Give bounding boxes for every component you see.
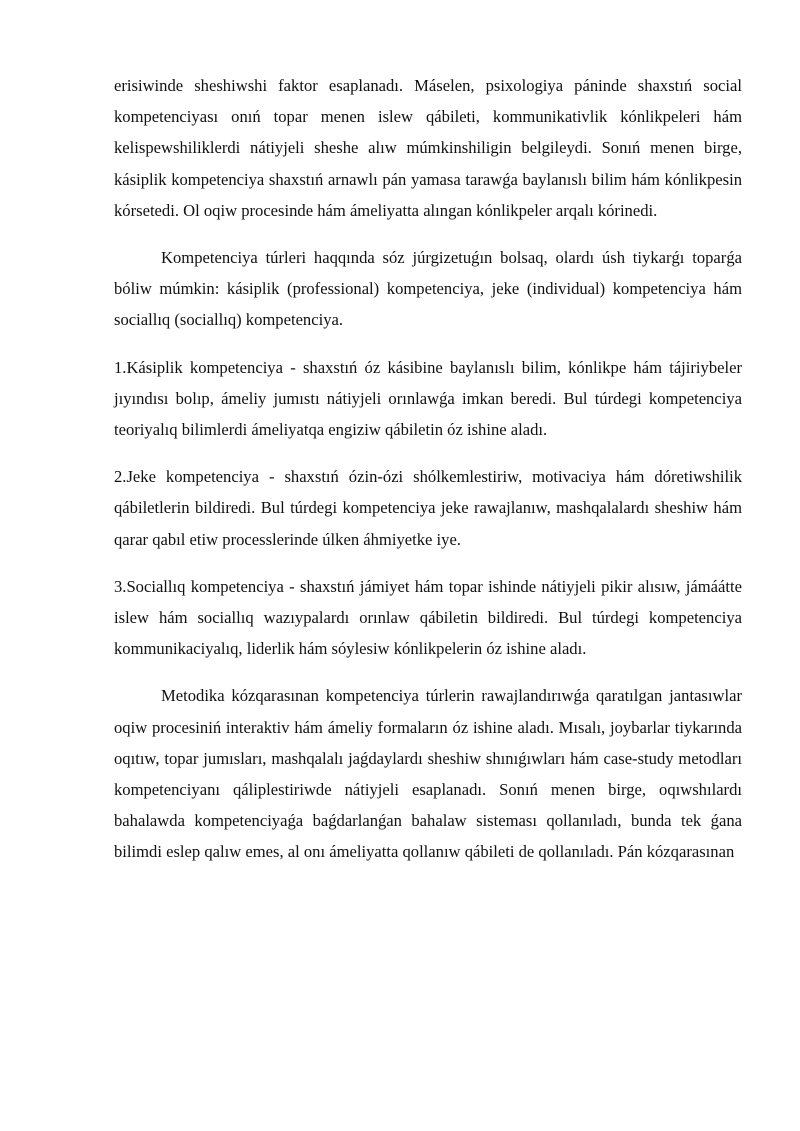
paragraph-professional-competency: 1.Kásiplik kompetenciya - shaxstıń óz kásibine baylanıslı bilim, kónlikpe hám tájiriybeler jıyındısı bolıp, ámeliy jumıstı nátiyjeli orınlawǵa imkan beredi. Bul túrdegi kompetenciya teoriyalıq bilimlerdi ámeliyatqa engiziw qábiletin óz ishine aladı. [114,357,742,440]
paragraph-methodology: Metodika kózqarasınan kompetenciya túrlerin rawajlandırıwǵa qaratılgan jantasıwlar oqiw procesiniń interaktiv hám ámeliy formaların óz ishine aladı. Mısalı, joybarlar tiykarında oqıtıw, topar jumısları, mashqalalı jaǵdaylardı sheshiw shınıǵıwları hám case-study metodları kompetenciyanı qáliplestiriwde nátiyjeli esaplanadı. Sonıń menen birge, oqıwshılardı bahalawda kompetenciyaǵa baǵdarlanǵan bahalaw sisteması qollanıladı, bunda tek ǵana bilimdi eslep qalıw emes, al onı ámeliyatta qollanıw qábileti de qollanıladı. Pán kózqarasınan [114,686,742,862]
paragraph-individual-competency: 2.Jeke kompetenciya - shaxstıń ózin-ózi shólkemlestiriw, motivaciya hám dóretiwshilik qábiletlerin bildiredi. Bul túrdegi kompetenciya jeke rawajlanıw, mashqalalardı sheshiw hám qarar qabıl etiw processlerinde úlken áhmiyetke iye. [114,467,742,549]
document-page [114,70,742,868]
paragraph-continuation: erisiwinde sheshiwshi faktor esaplanadı. Máselen, psixologiya páninde shaxstıń social kompetenciyası onıń topar menen islew qábileti, kommunikativlik kónlikpeleri hám kelispewshiliklerdi nátiyjeli sheshe alıw múmkinshiligin belgileydi. Sonıń menen birge, kásiplik kompetenciya shaxstıń arnawlı pán yamasa tarawǵa baylanıslı bilim hám kónlikpesin kórsetedi. Ol oqiw procesinde hám ámeliyatta alıngan kónlikpeler arqalı kórinedi. [114,76,742,220]
paragraph-social-competency: 3.Sociallıq kompetenciya - shaxstıń jámiyet hám topar ishinde nátiyjeli pikir alısıw, jámáátte islew hám sociallıq wazıypalardı orınlaw qábiletin bildiredi. Bul túrdegi kompetenciya kommunikaciyalıq, liderlik hám sóylesiw kónlikpelerin óz ishine aladı. [114,576,742,659]
paragraph-competency-types-intro: Kompetenciya túrleri haqqında sóz júrgizetuǵın bolsaq, olardı úsh tiykarǵı toparǵa bóliw múmkin: kásiplik (professional) kompetenciya, jeke (individual) kompetenciya hám sociallıq (sociallıq) kompetenciya. [114,248,742,330]
